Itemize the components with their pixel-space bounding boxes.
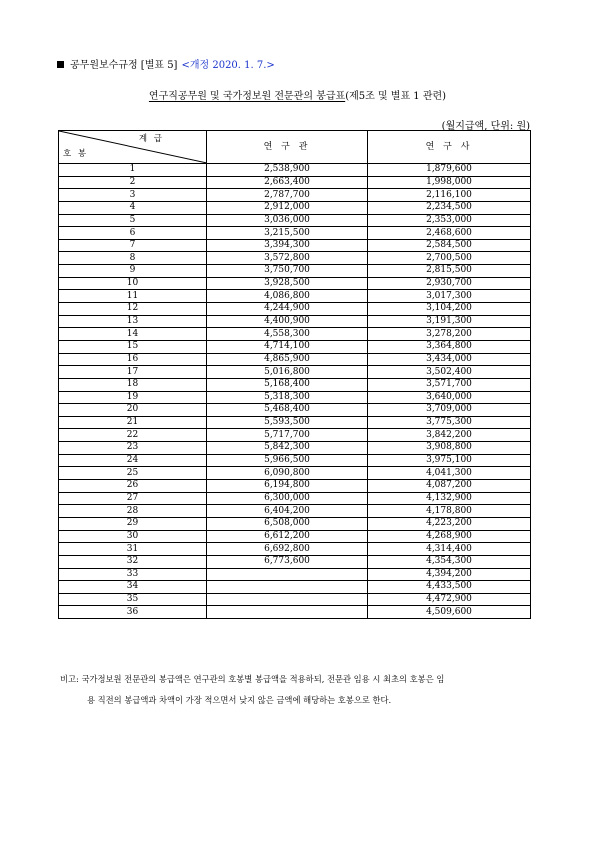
researcher-salary-cell: 3,191,300 bbox=[368, 315, 531, 328]
table-title-suffix: (제5조 및 별표 1 관련) bbox=[345, 91, 447, 102]
official-salary-cell: 3,928,500 bbox=[207, 277, 368, 290]
researcher-salary-cell: 2,468,600 bbox=[368, 227, 531, 240]
step-cell: 18 bbox=[59, 378, 207, 391]
researcher-salary-cell: 3,908,800 bbox=[368, 442, 531, 455]
researcher-salary-cell: 3,364,800 bbox=[368, 340, 531, 353]
researcher-salary-cell: 3,104,200 bbox=[368, 303, 531, 316]
official-salary-cell bbox=[207, 568, 368, 581]
table-row bbox=[59, 492, 531, 505]
step-cell: 34 bbox=[59, 581, 207, 594]
researcher-salary-cell: 2,700,500 bbox=[368, 252, 531, 265]
table-row bbox=[59, 189, 531, 202]
researcher-salary-cell: 3,502,400 bbox=[368, 366, 531, 379]
table-row bbox=[59, 290, 531, 303]
researcher-salary-cell: 4,433,500 bbox=[368, 581, 531, 594]
remarks-line-1: 비고: 국가정보원 전문관의 봉급액은 연구관의 호봉별 봉급액을 적용하되, 전문관 임용 시 최초의 호봉은 임 bbox=[60, 674, 445, 684]
table-row bbox=[59, 378, 531, 391]
salary-table bbox=[58, 130, 531, 619]
table-row bbox=[59, 517, 531, 530]
researcher-salary-cell: 2,815,500 bbox=[368, 265, 531, 278]
researcher-salary-cell: 3,278,200 bbox=[368, 328, 531, 341]
step-cell: 26 bbox=[59, 480, 207, 493]
official-salary-cell: 4,086,800 bbox=[207, 290, 368, 303]
table-row bbox=[59, 239, 531, 252]
researcher-salary-cell: 3,017,300 bbox=[368, 290, 531, 303]
table-row bbox=[59, 442, 531, 455]
table-row bbox=[59, 252, 531, 265]
table-row bbox=[59, 568, 531, 581]
step-cell: 6 bbox=[59, 227, 207, 240]
step-cell: 5 bbox=[59, 214, 207, 227]
step-cell: 2 bbox=[59, 176, 207, 189]
table-row bbox=[59, 391, 531, 404]
official-salary-cell: 2,538,900 bbox=[207, 164, 368, 177]
researcher-salary-cell: 4,223,200 bbox=[368, 517, 531, 530]
table-row bbox=[59, 581, 531, 594]
step-cell: 27 bbox=[59, 492, 207, 505]
table-row bbox=[59, 454, 531, 467]
researcher-salary-cell: 4,132,900 bbox=[368, 492, 531, 505]
step-cell: 20 bbox=[59, 404, 207, 417]
official-salary-cell: 6,404,200 bbox=[207, 505, 368, 518]
remarks-note bbox=[60, 669, 540, 711]
researcher-salary-cell: 1,998,000 bbox=[368, 176, 531, 189]
official-salary-cell: 4,558,300 bbox=[207, 328, 368, 341]
table-row bbox=[59, 227, 531, 240]
table-header-row bbox=[59, 131, 531, 164]
table-row bbox=[59, 315, 531, 328]
table-row bbox=[59, 277, 531, 290]
official-salary-cell bbox=[207, 606, 368, 619]
step-cell: 24 bbox=[59, 454, 207, 467]
researcher-salary-cell: 4,087,200 bbox=[368, 480, 531, 493]
table-row bbox=[59, 303, 531, 316]
researcher-salary-cell: 2,930,700 bbox=[368, 277, 531, 290]
official-salary-cell: 5,016,800 bbox=[207, 366, 368, 379]
column-header-researcher: 연 구 사 bbox=[368, 131, 531, 164]
official-salary-cell: 6,508,000 bbox=[207, 517, 368, 530]
official-salary-cell: 2,787,700 bbox=[207, 189, 368, 202]
remarks-line-2: 용 직전의 봉급액과 차액이 가장 적으면서 낮지 않은 금액에 해당하는 호봉으로 한다. bbox=[87, 695, 392, 705]
table-row bbox=[59, 480, 531, 493]
step-cell: 11 bbox=[59, 290, 207, 303]
researcher-salary-cell: 4,268,900 bbox=[368, 530, 531, 543]
step-cell: 14 bbox=[59, 328, 207, 341]
step-cell: 31 bbox=[59, 543, 207, 556]
researcher-salary-cell: 2,584,500 bbox=[368, 239, 531, 252]
official-salary-cell: 6,300,000 bbox=[207, 492, 368, 505]
column-header-researcher-official: 연 구 관 bbox=[207, 131, 368, 164]
step-cell: 29 bbox=[59, 517, 207, 530]
official-salary-cell: 2,912,000 bbox=[207, 201, 368, 214]
table-body bbox=[59, 164, 531, 619]
official-salary-cell: 5,593,500 bbox=[207, 416, 368, 429]
official-salary-cell: 3,215,500 bbox=[207, 227, 368, 240]
table-row bbox=[59, 543, 531, 556]
official-salary-cell: 5,318,300 bbox=[207, 391, 368, 404]
step-cell: 4 bbox=[59, 201, 207, 214]
official-salary-cell: 3,750,700 bbox=[207, 265, 368, 278]
step-cell: 33 bbox=[59, 568, 207, 581]
official-salary-cell: 3,394,300 bbox=[207, 239, 368, 252]
step-cell: 28 bbox=[59, 505, 207, 518]
table-row bbox=[59, 328, 531, 341]
table-row bbox=[59, 176, 531, 189]
unit-note: (월지급액, 단위: 원) bbox=[441, 121, 530, 132]
step-cell: 1 bbox=[59, 164, 207, 177]
step-cell: 3 bbox=[59, 189, 207, 202]
researcher-salary-cell: 4,178,800 bbox=[368, 505, 531, 518]
researcher-salary-cell: 4,394,200 bbox=[368, 568, 531, 581]
table-row bbox=[59, 555, 531, 568]
step-cell: 32 bbox=[59, 555, 207, 568]
official-salary-cell: 4,714,100 bbox=[207, 340, 368, 353]
step-cell: 13 bbox=[59, 315, 207, 328]
official-salary-cell: 5,168,400 bbox=[207, 378, 368, 391]
official-salary-cell: 4,244,900 bbox=[207, 303, 368, 316]
researcher-salary-cell: 3,842,200 bbox=[368, 429, 531, 442]
header-corner-cell bbox=[59, 131, 207, 164]
step-cell: 15 bbox=[59, 340, 207, 353]
table-row bbox=[59, 201, 531, 214]
official-salary-cell: 3,036,000 bbox=[207, 214, 368, 227]
researcher-salary-cell: 3,640,000 bbox=[368, 391, 531, 404]
step-cell: 30 bbox=[59, 530, 207, 543]
step-cell: 25 bbox=[59, 467, 207, 480]
step-label: 호 봉 bbox=[63, 149, 89, 159]
table-row bbox=[59, 505, 531, 518]
researcher-salary-cell: 4,041,300 bbox=[368, 467, 531, 480]
table-row bbox=[59, 530, 531, 543]
official-salary-cell: 6,692,800 bbox=[207, 543, 368, 556]
step-cell: 23 bbox=[59, 442, 207, 455]
official-salary-cell: 6,612,200 bbox=[207, 530, 368, 543]
table-row bbox=[59, 164, 531, 177]
step-cell: 19 bbox=[59, 391, 207, 404]
table-row bbox=[59, 214, 531, 227]
document-header bbox=[57, 56, 275, 71]
official-salary-cell: 4,400,900 bbox=[207, 315, 368, 328]
table-row bbox=[59, 366, 531, 379]
grade-label: 계 급 bbox=[138, 134, 164, 144]
table-row bbox=[59, 353, 531, 366]
step-cell: 17 bbox=[59, 366, 207, 379]
official-salary-cell: 5,468,400 bbox=[207, 404, 368, 417]
step-cell: 16 bbox=[59, 353, 207, 366]
official-salary-cell bbox=[207, 593, 368, 606]
table-row bbox=[59, 404, 531, 417]
table-title bbox=[0, 87, 595, 102]
step-cell: 12 bbox=[59, 303, 207, 316]
step-cell: 8 bbox=[59, 252, 207, 265]
researcher-salary-cell: 3,571,700 bbox=[368, 378, 531, 391]
table-row bbox=[59, 429, 531, 442]
table-title-main: 연구직공무원 및 국가정보원 전문관의 봉급표 bbox=[148, 91, 346, 102]
table-row bbox=[59, 606, 531, 619]
researcher-salary-cell: 3,434,000 bbox=[368, 353, 531, 366]
black-square-bullet-icon bbox=[57, 61, 64, 68]
step-cell: 10 bbox=[59, 277, 207, 290]
step-cell: 22 bbox=[59, 429, 207, 442]
researcher-salary-cell: 4,509,600 bbox=[368, 606, 531, 619]
table-row bbox=[59, 340, 531, 353]
researcher-salary-cell: 2,116,100 bbox=[368, 189, 531, 202]
researcher-salary-cell: 2,234,500 bbox=[368, 201, 531, 214]
researcher-salary-cell: 4,472,900 bbox=[368, 593, 531, 606]
researcher-salary-cell: 1,879,600 bbox=[368, 164, 531, 177]
official-salary-cell: 6,773,600 bbox=[207, 555, 368, 568]
regulation-title: 공무원보수규정 [별표 5] bbox=[70, 60, 178, 71]
official-salary-cell: 4,865,900 bbox=[207, 353, 368, 366]
official-salary-cell: 2,663,400 bbox=[207, 176, 368, 189]
official-salary-cell: 5,966,500 bbox=[207, 454, 368, 467]
official-salary-cell: 3,572,800 bbox=[207, 252, 368, 265]
step-cell: 35 bbox=[59, 593, 207, 606]
researcher-salary-cell: 2,353,000 bbox=[368, 214, 531, 227]
researcher-salary-cell: 4,314,400 bbox=[368, 543, 531, 556]
official-salary-cell: 5,717,700 bbox=[207, 429, 368, 442]
table-row bbox=[59, 467, 531, 480]
step-cell: 36 bbox=[59, 606, 207, 619]
researcher-salary-cell: 3,775,300 bbox=[368, 416, 531, 429]
table-row bbox=[59, 416, 531, 429]
step-cell: 21 bbox=[59, 416, 207, 429]
step-cell: 9 bbox=[59, 265, 207, 278]
researcher-salary-cell: 3,975,100 bbox=[368, 454, 531, 467]
official-salary-cell: 6,090,800 bbox=[207, 467, 368, 480]
official-salary-cell: 6,194,800 bbox=[207, 480, 368, 493]
step-cell: 7 bbox=[59, 239, 207, 252]
researcher-salary-cell: 3,709,000 bbox=[368, 404, 531, 417]
official-salary-cell: 5,842,300 bbox=[207, 442, 368, 455]
table-row bbox=[59, 593, 531, 606]
official-salary-cell bbox=[207, 581, 368, 594]
table-row bbox=[59, 265, 531, 278]
researcher-salary-cell: 4,354,300 bbox=[368, 555, 531, 568]
amendment-date: <개정 2020. 1. 7.> bbox=[181, 60, 275, 71]
